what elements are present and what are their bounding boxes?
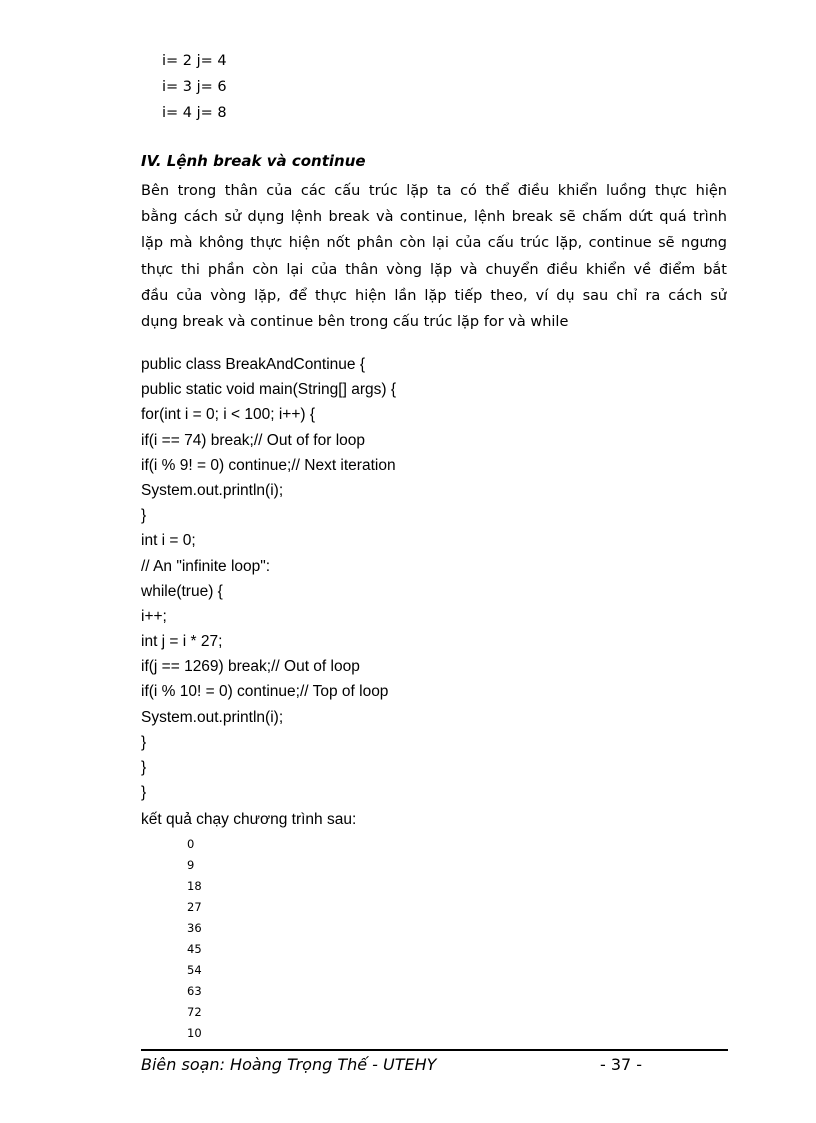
- code-line: i++;: [141, 607, 167, 625]
- section-intro-paragraph: [141, 178, 727, 335]
- code-line: }: [141, 784, 147, 802]
- code-line: public static void main(String[] args) {: [141, 381, 396, 399]
- paragraph-line: dụng break và continue bên trong cấu trúc lặp for và while: [141, 313, 569, 330]
- output-value: 9: [187, 858, 195, 872]
- code-line: }: [141, 733, 147, 751]
- output-line: i= 2 j= 4: [162, 53, 227, 69]
- code-line: // An "infinite loop":: [141, 557, 271, 575]
- footer-divider: [141, 1049, 728, 1051]
- code-line: public class BreakAndContinue {: [141, 356, 366, 373]
- page-number: - 37 -: [600, 1055, 643, 1074]
- output-value: 27: [187, 900, 202, 914]
- code-listing: [141, 352, 396, 805]
- code-line: System.out.println(i);: [141, 708, 284, 726]
- section-heading: IV. Lệnh break và continue: [141, 152, 366, 170]
- code-line: }: [141, 507, 147, 525]
- footer-author: Biên soạn: Hoàng Trọng Thế - UTEHY: [141, 1055, 437, 1074]
- output-value: 36: [187, 921, 202, 935]
- output-value: 10: [187, 1026, 202, 1040]
- output-value: 72: [187, 1005, 202, 1019]
- program-output-values: [187, 834, 202, 1044]
- paragraph-line: đầu của vòng lặp, để thực hiện lần lặp tiếp theo, ví dụ sau chỉ ra cách sử: [141, 287, 727, 304]
- previous-output-lines: [162, 48, 227, 126]
- paragraph-line: Bên trong thân của các cấu trúc lặp ta có thể điều khiển luồng thực hiện: [141, 183, 727, 199]
- output-value: 63: [187, 984, 202, 998]
- paragraph-line: bằng cách sử dụng lệnh break và continue, lệnh break sẽ chấm dứt quá trình: [141, 209, 727, 226]
- code-line: if(j == 1269) break;// Out of loop: [141, 658, 360, 676]
- output-line: i= 3 j= 6: [162, 79, 227, 95]
- code-line: if(i == 74) break;// Out of for loop: [141, 431, 366, 449]
- code-line: if(i % 10! = 0) continue;// Top of loop: [141, 683, 389, 701]
- code-line: for(int i = 0; i < 100; i++) {: [141, 406, 316, 424]
- output-line: i= 4 j= 8: [162, 105, 227, 121]
- program-output-caption: kết quả chạy chương trình sau:: [141, 811, 357, 828]
- code-line: int i = 0;: [141, 532, 196, 550]
- code-line: if(i % 9! = 0) continue;// Next iteration: [141, 456, 396, 474]
- code-line: while(true) {: [141, 582, 223, 600]
- output-value: 0: [187, 837, 195, 851]
- output-value: 54: [187, 963, 202, 977]
- code-line: System.out.println(i);: [141, 481, 284, 499]
- output-value: 45: [187, 942, 202, 956]
- output-value: 18: [187, 879, 202, 893]
- code-line: int j = i * 27;: [141, 633, 223, 651]
- paragraph-line: thực thi phần còn lại của thân vòng lặp và chuyển điều khiển về điểm bắt: [141, 261, 727, 278]
- code-line: }: [141, 759, 147, 776]
- paragraph-line: lặp mà không thực hiện nốt phân còn lại của cấu trúc lặp, continue sẽ ngưng: [141, 235, 727, 252]
